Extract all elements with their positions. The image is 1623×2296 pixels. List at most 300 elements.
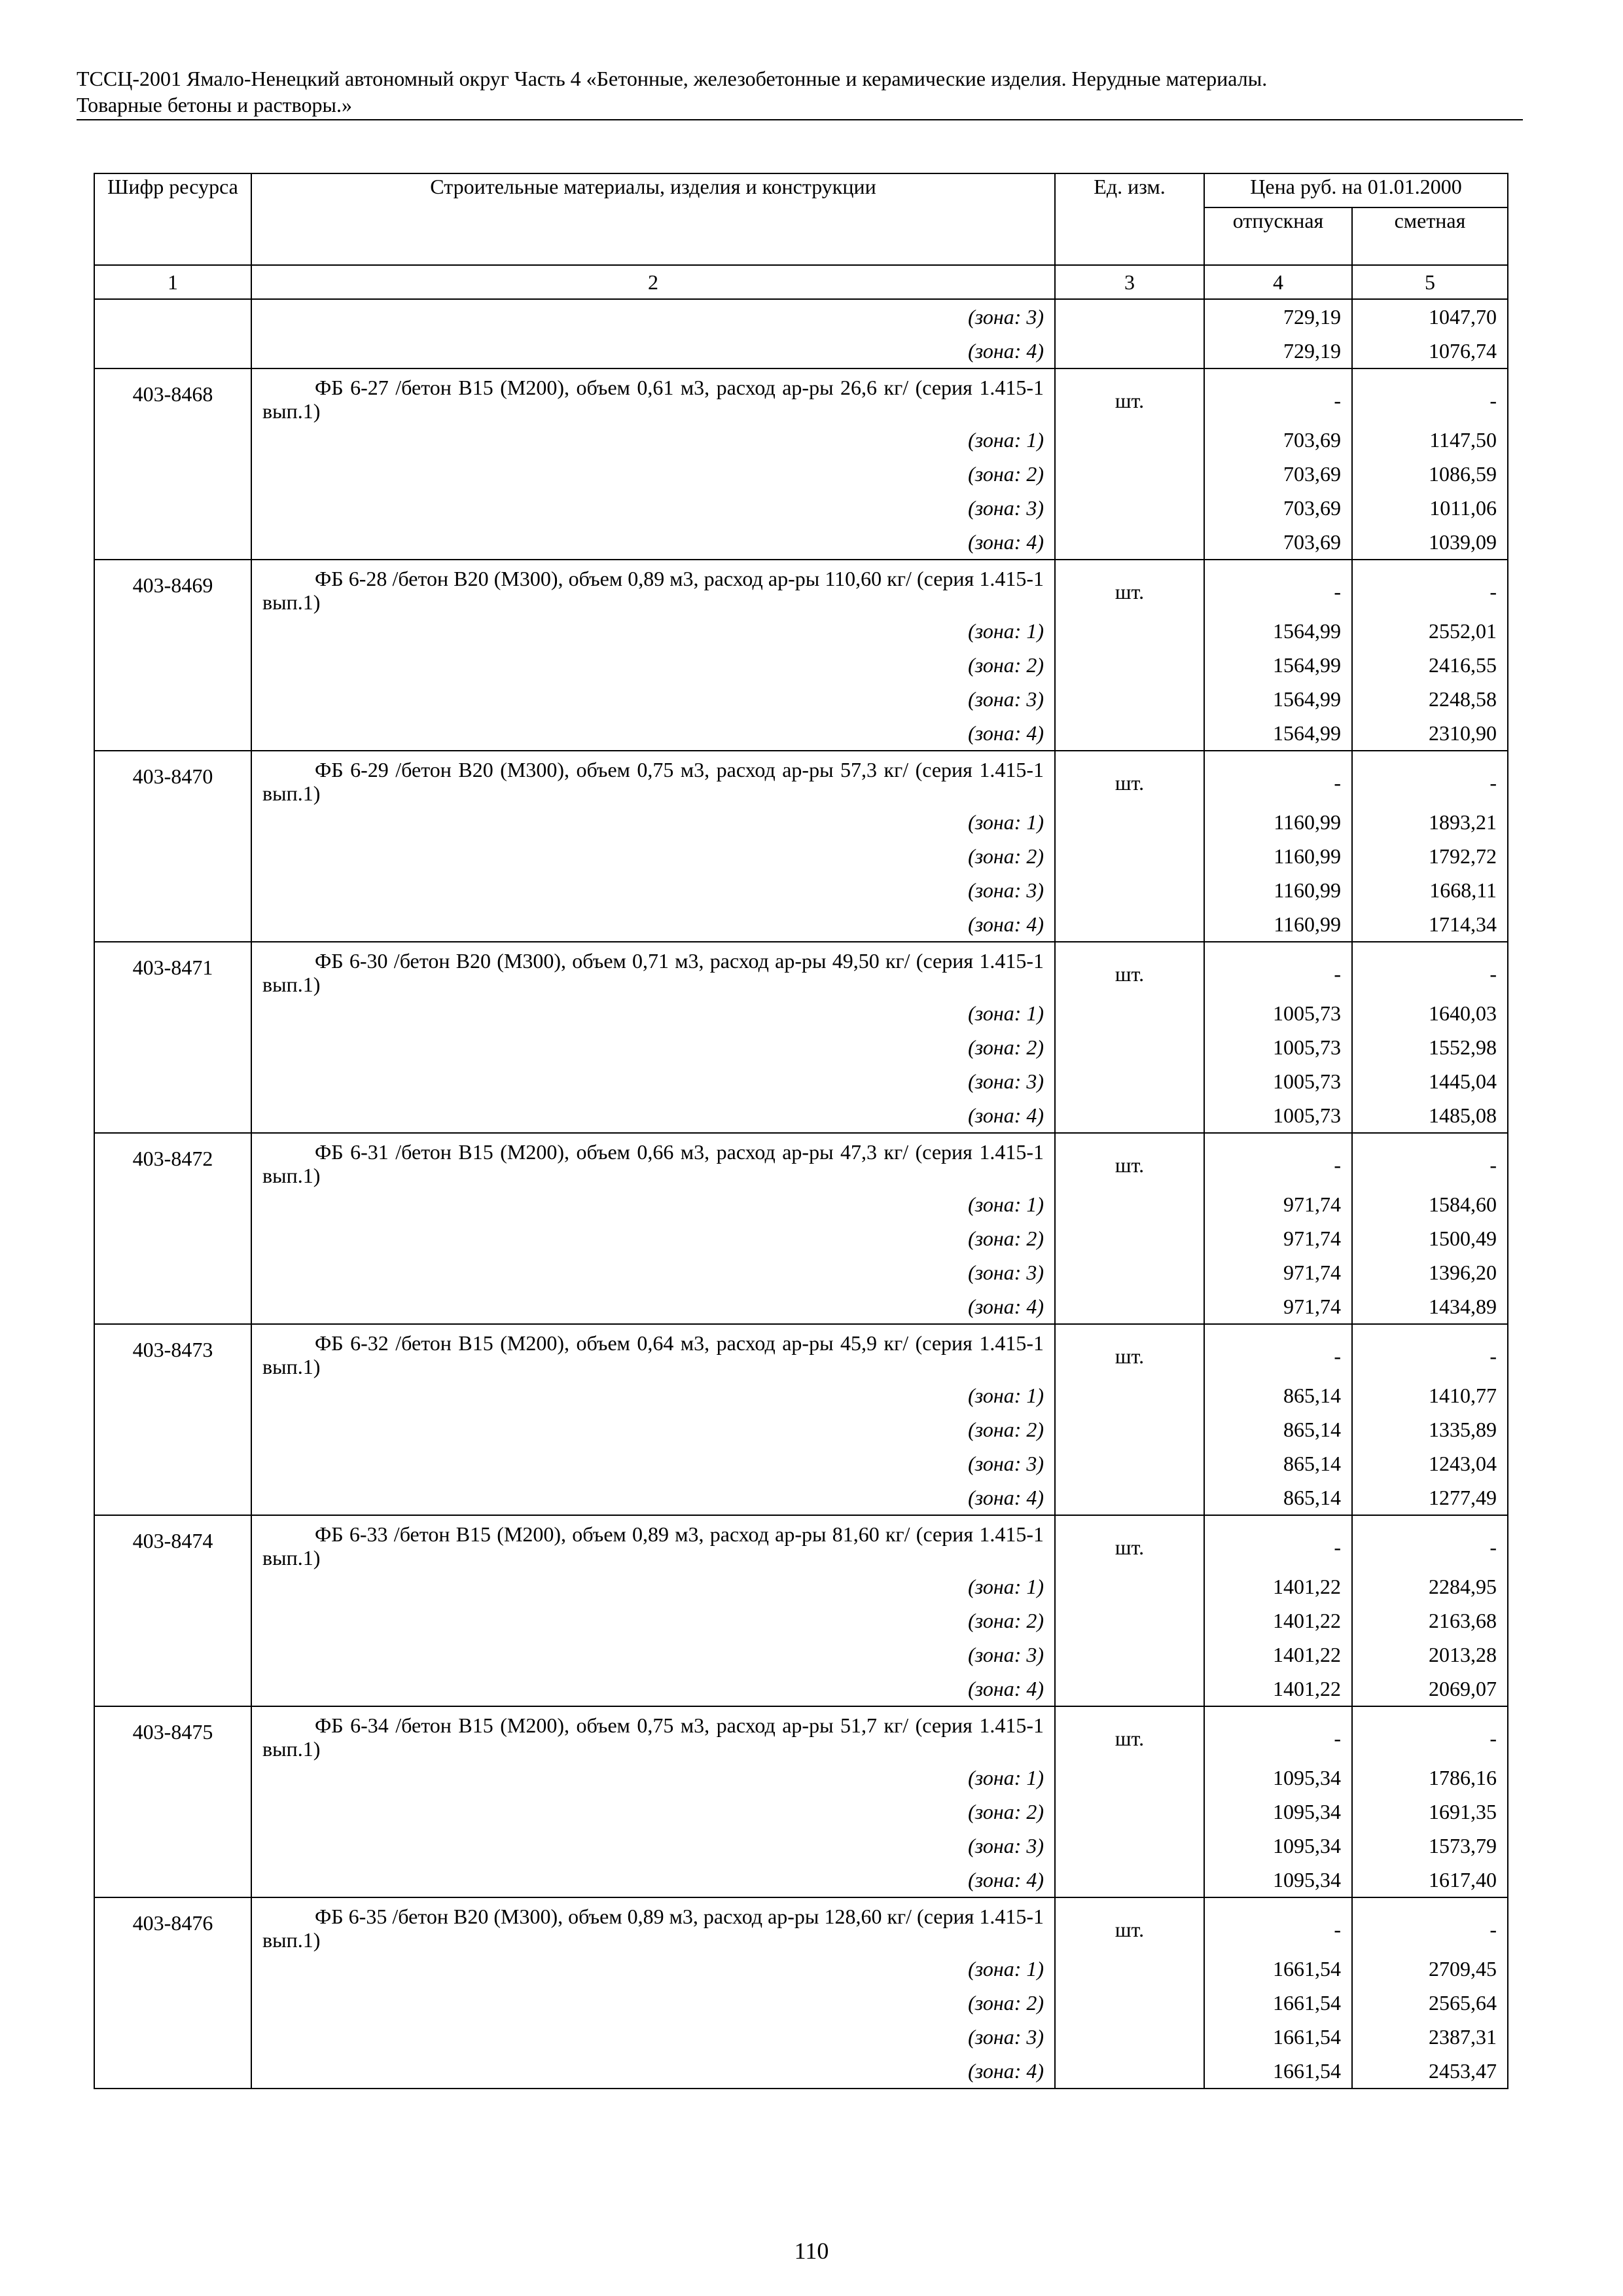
release-price: 1564,99: [1204, 614, 1352, 648]
zone-row: [94, 839, 1508, 873]
release-price: 1564,99: [1204, 648, 1352, 682]
estimate-price: 1668,11: [1352, 873, 1508, 907]
estimate-price: 1047,70: [1352, 299, 1508, 334]
release-price: 1661,54: [1204, 1952, 1352, 1986]
zone-label: (зона: 4): [251, 1863, 1055, 1897]
column-number: 3: [1055, 265, 1204, 299]
estimate-price: 1485,08: [1352, 1098, 1508, 1133]
zone-row: [94, 614, 1508, 648]
zone-row: [94, 682, 1508, 716]
resource-code: 403-8469: [94, 560, 251, 614]
release-price: -: [1204, 1897, 1352, 1952]
item-unit: шт.: [1055, 560, 1204, 614]
release-price: 1661,54: [1204, 2054, 1352, 2089]
estimate-price: 2310,90: [1352, 716, 1508, 751]
release-price: -: [1204, 751, 1352, 805]
estimate-price: 1552,98: [1352, 1030, 1508, 1064]
release-price: 971,74: [1204, 1187, 1352, 1221]
unit-cell-empty: [1055, 1221, 1204, 1255]
code-cell-empty: [94, 1863, 251, 1897]
release-price: 1160,99: [1204, 873, 1352, 907]
estimate-price: 2013,28: [1352, 1638, 1508, 1672]
item-description: [251, 1706, 1055, 1761]
column-number: 4: [1204, 265, 1352, 299]
header-line-1: ТССЦ-2001 Ямало-Ненецкий автономный округ Часть 4 «Бетонные, железобетонные и керамические изделия. Нерудные материалы.: [77, 67, 1268, 90]
release-price: 865,14: [1204, 1412, 1352, 1446]
unit-cell-empty: [1055, 2054, 1204, 2089]
zone-row: [94, 1221, 1508, 1255]
unit-cell-empty: [1055, 805, 1204, 839]
item-row: [94, 1324, 1508, 1378]
unit-cell-empty: [1055, 873, 1204, 907]
zone-label: (зона: 2): [251, 648, 1055, 682]
zone-row: [94, 457, 1508, 491]
release-price: 1401,22: [1204, 1672, 1352, 1706]
estimate-price: -: [1352, 1706, 1508, 1761]
release-price: -: [1204, 1324, 1352, 1378]
zone-row: [94, 1030, 1508, 1064]
estimate-price: 1573,79: [1352, 1829, 1508, 1863]
header-unit: Ед. изм.: [1055, 173, 1204, 265]
zone-label: (зона: 4): [251, 1480, 1055, 1515]
release-price: 865,14: [1204, 1446, 1352, 1480]
code-cell-empty: [94, 1064, 251, 1098]
unit-cell-empty: [1055, 2020, 1204, 2054]
item-unit: шт.: [1055, 1897, 1204, 1952]
release-price: 1160,99: [1204, 907, 1352, 942]
unit-cell-empty: [1055, 716, 1204, 751]
unit-cell-empty: [1055, 457, 1204, 491]
release-price: 1160,99: [1204, 839, 1352, 873]
zone-label: (зона: 4): [251, 525, 1055, 560]
resource-code: 403-8476: [94, 1897, 251, 1952]
release-price: 1095,34: [1204, 1829, 1352, 1863]
zone-row: [94, 1863, 1508, 1897]
zone-row: [94, 299, 1508, 334]
estimate-price: 1243,04: [1352, 1446, 1508, 1480]
resource-code: 403-8475: [94, 1706, 251, 1761]
unit-cell-empty: [1055, 1829, 1204, 1863]
zone-label: (зона: 1): [251, 1570, 1055, 1604]
estimate-price: 1893,21: [1352, 805, 1508, 839]
zone-row: [94, 1098, 1508, 1133]
page-number: 110: [794, 2238, 829, 2264]
zone-row: [94, 1412, 1508, 1446]
resource-code: 403-8470: [94, 751, 251, 805]
release-price: 971,74: [1204, 1289, 1352, 1324]
header-estimate-price: сметная: [1352, 207, 1508, 265]
item-row: [94, 1133, 1508, 1187]
zone-row: [94, 648, 1508, 682]
code-cell-empty: [94, 1986, 251, 2020]
code-cell-empty: [94, 682, 251, 716]
zone-label: (зона: 3): [251, 491, 1055, 525]
estimate-price: 2552,01: [1352, 614, 1508, 648]
estimate-price: 2163,68: [1352, 1604, 1508, 1638]
zone-label: (зона: 3): [251, 2020, 1055, 2054]
release-price: 703,69: [1204, 423, 1352, 457]
estimate-price: 2709,45: [1352, 1952, 1508, 1986]
zone-row: [94, 423, 1508, 457]
zone-label: (зона: 3): [251, 1829, 1055, 1863]
zone-label: (зона: 3): [251, 299, 1055, 334]
item-row: [94, 942, 1508, 996]
code-cell-empty: [94, 1570, 251, 1604]
code-cell-empty: [94, 1187, 251, 1221]
release-price: 1005,73: [1204, 1064, 1352, 1098]
zone-row: [94, 996, 1508, 1030]
code-cell-empty: [94, 873, 251, 907]
unit-cell-empty: [1055, 839, 1204, 873]
estimate-price: 1011,06: [1352, 491, 1508, 525]
release-price: 729,19: [1204, 334, 1352, 368]
zone-label: (зона: 1): [251, 1761, 1055, 1795]
unit-cell-empty: [1055, 1986, 1204, 2020]
item-description-text: ФБ 6-30 /бетон В20 (М300), объем 0,71 м3, расход ар-ры 49,50 кг/ (серия 1.415-1 вып.1): [262, 949, 1044, 996]
estimate-price: 2248,58: [1352, 682, 1508, 716]
code-cell-empty: [94, 1795, 251, 1829]
unit-cell-empty: [1055, 299, 1204, 334]
release-price: -: [1204, 942, 1352, 996]
zone-row: [94, 1761, 1508, 1795]
zone-row: [94, 1672, 1508, 1706]
zone-row: [94, 2020, 1508, 2054]
estimate-price: 2565,64: [1352, 1986, 1508, 2020]
release-price: 1005,73: [1204, 996, 1352, 1030]
item-unit: шт.: [1055, 368, 1204, 423]
zone-row: [94, 716, 1508, 751]
unit-cell-empty: [1055, 1761, 1204, 1795]
unit-cell-empty: [1055, 1098, 1204, 1133]
code-cell-empty: [94, 2020, 251, 2054]
estimate-price: 1500,49: [1352, 1221, 1508, 1255]
release-price: 1095,34: [1204, 1863, 1352, 1897]
column-number: 1: [94, 265, 251, 299]
item-description: [251, 1133, 1055, 1187]
resource-code: 403-8468: [94, 368, 251, 423]
item-description: [251, 1324, 1055, 1378]
unit-cell-empty: [1055, 996, 1204, 1030]
zone-label: (зона: 1): [251, 1952, 1055, 1986]
resource-code: 403-8474: [94, 1515, 251, 1570]
resource-code: 403-8473: [94, 1324, 251, 1378]
unit-cell-empty: [1055, 1604, 1204, 1638]
zone-label: (зона: 4): [251, 1672, 1055, 1706]
zone-label: (зона: 2): [251, 1221, 1055, 1255]
estimate-price: 2284,95: [1352, 1570, 1508, 1604]
estimate-price: 1335,89: [1352, 1412, 1508, 1446]
code-cell-empty: [94, 614, 251, 648]
release-price: 865,14: [1204, 1480, 1352, 1515]
item-description-text: ФБ 6-35 /бетон В20 (М300), объем 0,89 м3, расход ар-ры 128,60 кг/ (серия 1.415-1 вып.1): [262, 1905, 1044, 1952]
header-code: Шифр ресурса: [94, 173, 251, 265]
item-description: [251, 1515, 1055, 1570]
estimate-price: 1076,74: [1352, 334, 1508, 368]
zone-label: (зона: 2): [251, 1412, 1055, 1446]
zone-row: [94, 1638, 1508, 1672]
item-description: [251, 1897, 1055, 1952]
item-description: [251, 751, 1055, 805]
unit-cell-empty: [1055, 1030, 1204, 1064]
estimate-price: -: [1352, 368, 1508, 423]
code-cell-empty: [94, 1638, 251, 1672]
release-price: 1564,99: [1204, 716, 1352, 751]
zone-row: [94, 1187, 1508, 1221]
item-description-text: ФБ 6-28 /бетон В20 (М300), объем 0,89 м3, расход ар-ры 110,60 кг/ (серия 1.415-1 вып.1): [262, 567, 1044, 614]
unit-cell-empty: [1055, 648, 1204, 682]
unit-cell-empty: [1055, 614, 1204, 648]
estimate-price: 1691,35: [1352, 1795, 1508, 1829]
release-price: 1095,34: [1204, 1795, 1352, 1829]
estimate-price: 1147,50: [1352, 423, 1508, 457]
item-description-text: ФБ 6-33 /бетон В15 (М200), объем 0,89 м3, расход ар-ры 81,60 кг/ (серия 1.415-1 вып.1): [262, 1522, 1044, 1570]
estimate-price: 1086,59: [1352, 457, 1508, 491]
zone-label: (зона: 4): [251, 907, 1055, 942]
code-cell-empty: [94, 1829, 251, 1863]
estimate-price: 1410,77: [1352, 1378, 1508, 1412]
code-cell-empty: [94, 1761, 251, 1795]
unit-cell-empty: [1055, 334, 1204, 368]
item-unit: шт.: [1055, 1324, 1204, 1378]
item-unit: шт.: [1055, 942, 1204, 996]
release-price: 1005,73: [1204, 1098, 1352, 1133]
zone-label: (зона: 3): [251, 873, 1055, 907]
estimate-price: -: [1352, 560, 1508, 614]
code-cell-empty: [94, 716, 251, 751]
zone-row: [94, 873, 1508, 907]
zone-row: [94, 2054, 1508, 2089]
unit-cell-empty: [1055, 1446, 1204, 1480]
zone-label: (зона: 4): [251, 334, 1055, 368]
code-cell-empty: [94, 491, 251, 525]
release-price: 1401,22: [1204, 1570, 1352, 1604]
zone-row: [94, 1378, 1508, 1412]
item-description-text: ФБ 6-27 /бетон В15 (М200), объем 0,61 м3, расход ар-ры 26,6 кг/ (серия 1.415-1 вып.1): [262, 376, 1044, 423]
zone-label: (зона: 1): [251, 1378, 1055, 1412]
unit-cell-empty: [1055, 1255, 1204, 1289]
release-price: 1661,54: [1204, 1986, 1352, 2020]
release-price: -: [1204, 560, 1352, 614]
estimate-price: -: [1352, 1897, 1508, 1952]
zone-label: (зона: 4): [251, 2054, 1055, 2089]
estimate-price: 1792,72: [1352, 839, 1508, 873]
item-description: [251, 560, 1055, 614]
code-cell-empty: [94, 1030, 251, 1064]
item-row: [94, 1897, 1508, 1952]
zone-row: [94, 334, 1508, 368]
release-price: 703,69: [1204, 525, 1352, 560]
code-cell-empty: [94, 423, 251, 457]
zone-row: [94, 1952, 1508, 1986]
column-number: 5: [1352, 265, 1508, 299]
item-row: [94, 368, 1508, 423]
resource-code: 403-8471: [94, 942, 251, 996]
item-description-text: ФБ 6-31 /бетон В15 (М200), объем 0,66 м3, расход ар-ры 47,3 кг/ (серия 1.415-1 вып.1): [262, 1140, 1044, 1187]
zone-label: (зона: 1): [251, 1187, 1055, 1221]
column-numbers-row: [94, 265, 1508, 299]
release-price: 1661,54: [1204, 2020, 1352, 2054]
item-unit: шт.: [1055, 1133, 1204, 1187]
estimate-price: 1396,20: [1352, 1255, 1508, 1289]
code-cell-empty: [94, 907, 251, 942]
unit-cell-empty: [1055, 1064, 1204, 1098]
item-description: [251, 368, 1055, 423]
estimate-price: 1617,40: [1352, 1863, 1508, 1897]
estimate-price: -: [1352, 942, 1508, 996]
code-cell-empty: [94, 1480, 251, 1515]
code-cell-empty: [94, 334, 251, 368]
zone-label: (зона: 2): [251, 839, 1055, 873]
code-cell-empty: [94, 1446, 251, 1480]
release-price: 1095,34: [1204, 1761, 1352, 1795]
unit-cell-empty: [1055, 491, 1204, 525]
estimate-price: 1445,04: [1352, 1064, 1508, 1098]
unit-cell-empty: [1055, 423, 1204, 457]
release-price: -: [1204, 1515, 1352, 1570]
item-unit: шт.: [1055, 1515, 1204, 1570]
page-header: [77, 65, 1523, 120]
estimate-price: 2069,07: [1352, 1672, 1508, 1706]
item-unit: шт.: [1055, 751, 1204, 805]
release-price: 1564,99: [1204, 682, 1352, 716]
zone-row: [94, 1795, 1508, 1829]
zone-row: [94, 805, 1508, 839]
release-price: 1401,22: [1204, 1638, 1352, 1672]
estimate-price: 1039,09: [1352, 525, 1508, 560]
code-cell-empty: [94, 1952, 251, 1986]
unit-cell-empty: [1055, 1187, 1204, 1221]
code-cell-empty: [94, 805, 251, 839]
zone-label: (зона: 3): [251, 1638, 1055, 1672]
zone-label: (зона: 1): [251, 805, 1055, 839]
estimate-price: 1277,49: [1352, 1480, 1508, 1515]
code-cell-empty: [94, 1255, 251, 1289]
item-row: [94, 1515, 1508, 1570]
estimate-price: 2416,55: [1352, 648, 1508, 682]
zone-label: (зона: 2): [251, 1795, 1055, 1829]
zone-label: (зона: 4): [251, 716, 1055, 751]
item-description-text: ФБ 6-34 /бетон В15 (М200), объем 0,75 м3, расход ар-ры 51,7 кг/ (серия 1.415-1 вып.1): [262, 1713, 1044, 1761]
zone-label: (зона: 3): [251, 1064, 1055, 1098]
code-cell-empty: [94, 1672, 251, 1706]
zone-row: [94, 491, 1508, 525]
release-price: 971,74: [1204, 1255, 1352, 1289]
table-body: [94, 299, 1508, 2089]
zone-row: [94, 1570, 1508, 1604]
unit-cell-empty: [1055, 1412, 1204, 1446]
zone-label: (зона: 1): [251, 614, 1055, 648]
zone-label: (зона: 2): [251, 1986, 1055, 2020]
unit-cell-empty: [1055, 1638, 1204, 1672]
zone-label: (зона: 2): [251, 457, 1055, 491]
estimate-price: 2387,31: [1352, 2020, 1508, 2054]
unit-cell-empty: [1055, 1672, 1204, 1706]
zone-row: [94, 1255, 1508, 1289]
release-price: -: [1204, 368, 1352, 423]
code-cell-empty: [94, 1289, 251, 1324]
code-cell-empty: [94, 1412, 251, 1446]
estimate-price: 1584,60: [1352, 1187, 1508, 1221]
resource-code: 403-8472: [94, 1133, 251, 1187]
estimate-price: -: [1352, 751, 1508, 805]
item-description-text: ФБ 6-29 /бетон В20 (М300), объем 0,75 м3, расход ар-ры 57,3 кг/ (серия 1.415-1 вып.1): [262, 758, 1044, 805]
zone-label: (зона: 1): [251, 996, 1055, 1030]
item-row: [94, 751, 1508, 805]
code-cell-empty: [94, 299, 251, 334]
zone-label: (зона: 3): [251, 1446, 1055, 1480]
zone-row: [94, 525, 1508, 560]
estimate-price: 2453,47: [1352, 2054, 1508, 2089]
estimate-price: 1434,89: [1352, 1289, 1508, 1324]
unit-cell-empty: [1055, 1952, 1204, 1986]
item-unit: шт.: [1055, 1706, 1204, 1761]
price-table: [94, 173, 1508, 2089]
estimate-price: -: [1352, 1324, 1508, 1378]
release-price: -: [1204, 1706, 1352, 1761]
unit-cell-empty: [1055, 1378, 1204, 1412]
estimate-price: 1714,34: [1352, 907, 1508, 942]
item-description-text: ФБ 6-32 /бетон В15 (М200), объем 0,64 м3, расход ар-ры 45,9 кг/ (серия 1.415-1 вып.1): [262, 1331, 1044, 1378]
zone-label: (зона: 2): [251, 1030, 1055, 1064]
estimate-price: -: [1352, 1133, 1508, 1187]
unit-cell-empty: [1055, 1863, 1204, 1897]
release-price: 865,14: [1204, 1378, 1352, 1412]
code-cell-empty: [94, 839, 251, 873]
unit-cell-empty: [1055, 1480, 1204, 1515]
zone-row: [94, 1829, 1508, 1863]
zone-label: (зона: 2): [251, 1604, 1055, 1638]
zone-row: [94, 907, 1508, 942]
unit-cell-empty: [1055, 907, 1204, 942]
unit-cell-empty: [1055, 1570, 1204, 1604]
unit-cell-empty: [1055, 1289, 1204, 1324]
header-line-2: Товарные бетоны и растворы.»: [77, 93, 353, 117]
code-cell-empty: [94, 1378, 251, 1412]
code-cell-empty: [94, 1098, 251, 1133]
code-cell-empty: [94, 525, 251, 560]
estimate-price: 1786,16: [1352, 1761, 1508, 1795]
header-materials: Строительные материалы, изделия и конструкции: [251, 173, 1055, 265]
code-cell-empty: [94, 1221, 251, 1255]
column-number: 2: [251, 265, 1055, 299]
unit-cell-empty: [1055, 1795, 1204, 1829]
release-price: 703,69: [1204, 457, 1352, 491]
zone-label: (зона: 4): [251, 1289, 1055, 1324]
item-row: [94, 560, 1508, 614]
code-cell-empty: [94, 648, 251, 682]
code-cell-empty: [94, 2054, 251, 2089]
release-price: 729,19: [1204, 299, 1352, 334]
item-row: [94, 1706, 1508, 1761]
release-price: 1401,22: [1204, 1604, 1352, 1638]
zone-row: [94, 1480, 1508, 1515]
release-price: 1160,99: [1204, 805, 1352, 839]
release-price: 703,69: [1204, 491, 1352, 525]
unit-cell-empty: [1055, 682, 1204, 716]
zone-row: [94, 1604, 1508, 1638]
item-description: [251, 942, 1055, 996]
unit-cell-empty: [1055, 525, 1204, 560]
zone-row: [94, 1446, 1508, 1480]
zone-row: [94, 1064, 1508, 1098]
release-price: 971,74: [1204, 1221, 1352, 1255]
release-price: -: [1204, 1133, 1352, 1187]
header-release-price: отпускная: [1204, 207, 1352, 265]
zone-label: (зона: 3): [251, 1255, 1055, 1289]
estimate-price: 1640,03: [1352, 996, 1508, 1030]
header-price: Цена руб. на 01.01.2000: [1204, 173, 1508, 207]
code-cell-empty: [94, 996, 251, 1030]
